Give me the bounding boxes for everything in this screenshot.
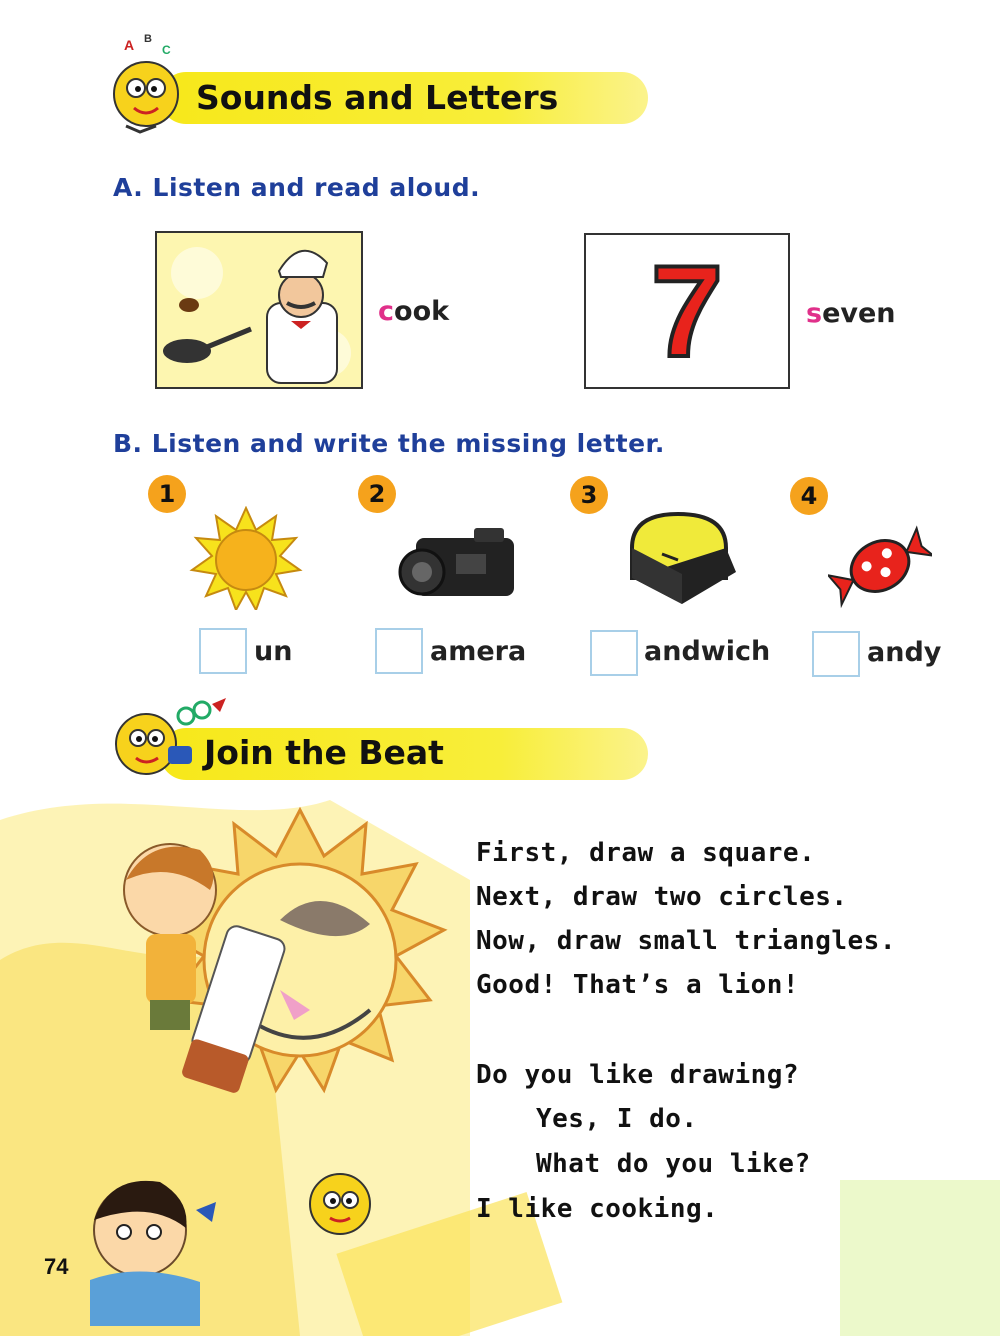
word-rest: ook <box>394 296 450 327</box>
instruction-b: B. Listen and write the missing letter. <box>113 429 665 458</box>
mascot-reading-icon <box>100 32 192 136</box>
word-rest: even <box>822 298 896 329</box>
word-seven <box>806 298 896 329</box>
item-number: 1 <box>148 475 186 513</box>
section-title-sounds: Sounds and Letters <box>196 78 559 117</box>
sandwich-icon <box>622 508 744 614</box>
chant-line: Next, draw two circles. <box>476 882 848 912</box>
page-number: 74 <box>44 1254 69 1279</box>
answer-box-1[interactable] <box>199 628 247 674</box>
word-ending-2: amera <box>430 636 527 667</box>
sun-lion-illustration <box>60 800 480 1100</box>
girl-drawing-illustration <box>50 1170 220 1326</box>
camera-icon <box>396 524 520 602</box>
item-number: 2 <box>358 475 396 513</box>
item-number: 3 <box>570 476 608 514</box>
chant-line: First, draw a square. <box>476 838 816 868</box>
chant-line: Good! That’s a lion! <box>476 970 800 1000</box>
section-title-beat: Join the Beat <box>204 733 444 772</box>
word-ending-4: andy <box>867 637 942 668</box>
item-number: 4 <box>790 477 828 515</box>
digit-seven: 7 <box>650 238 724 384</box>
mascot-small-icon <box>294 1160 404 1250</box>
instruction-a: A. Listen and read aloud. <box>113 173 481 202</box>
chef-icon <box>157 233 361 387</box>
sun-icon <box>188 506 314 610</box>
word-ending-1: un <box>254 636 293 667</box>
chant-line: Yes, I do. <box>536 1104 698 1134</box>
cook-picture <box>155 231 363 389</box>
svg-text:A: A <box>124 37 135 53</box>
answer-box-3[interactable] <box>590 630 638 676</box>
chant-line: What do you like? <box>536 1149 811 1179</box>
chant-line: Do you like drawing? <box>476 1060 800 1090</box>
answer-box-2[interactable] <box>375 628 423 674</box>
answer-box-4[interactable] <box>812 631 860 677</box>
highlight-letter: c <box>378 296 395 327</box>
chant-line: I like cooking. <box>476 1194 719 1224</box>
candy-icon <box>828 516 932 612</box>
svg-text:C: C <box>162 43 171 57</box>
chant-line: Now, draw small triangles. <box>476 926 896 956</box>
word-cook <box>378 296 449 327</box>
seven-picture <box>584 233 790 389</box>
highlight-letter: s <box>806 298 823 329</box>
word-ending-3: andwich <box>644 636 771 667</box>
svg-text:B: B <box>144 33 152 45</box>
